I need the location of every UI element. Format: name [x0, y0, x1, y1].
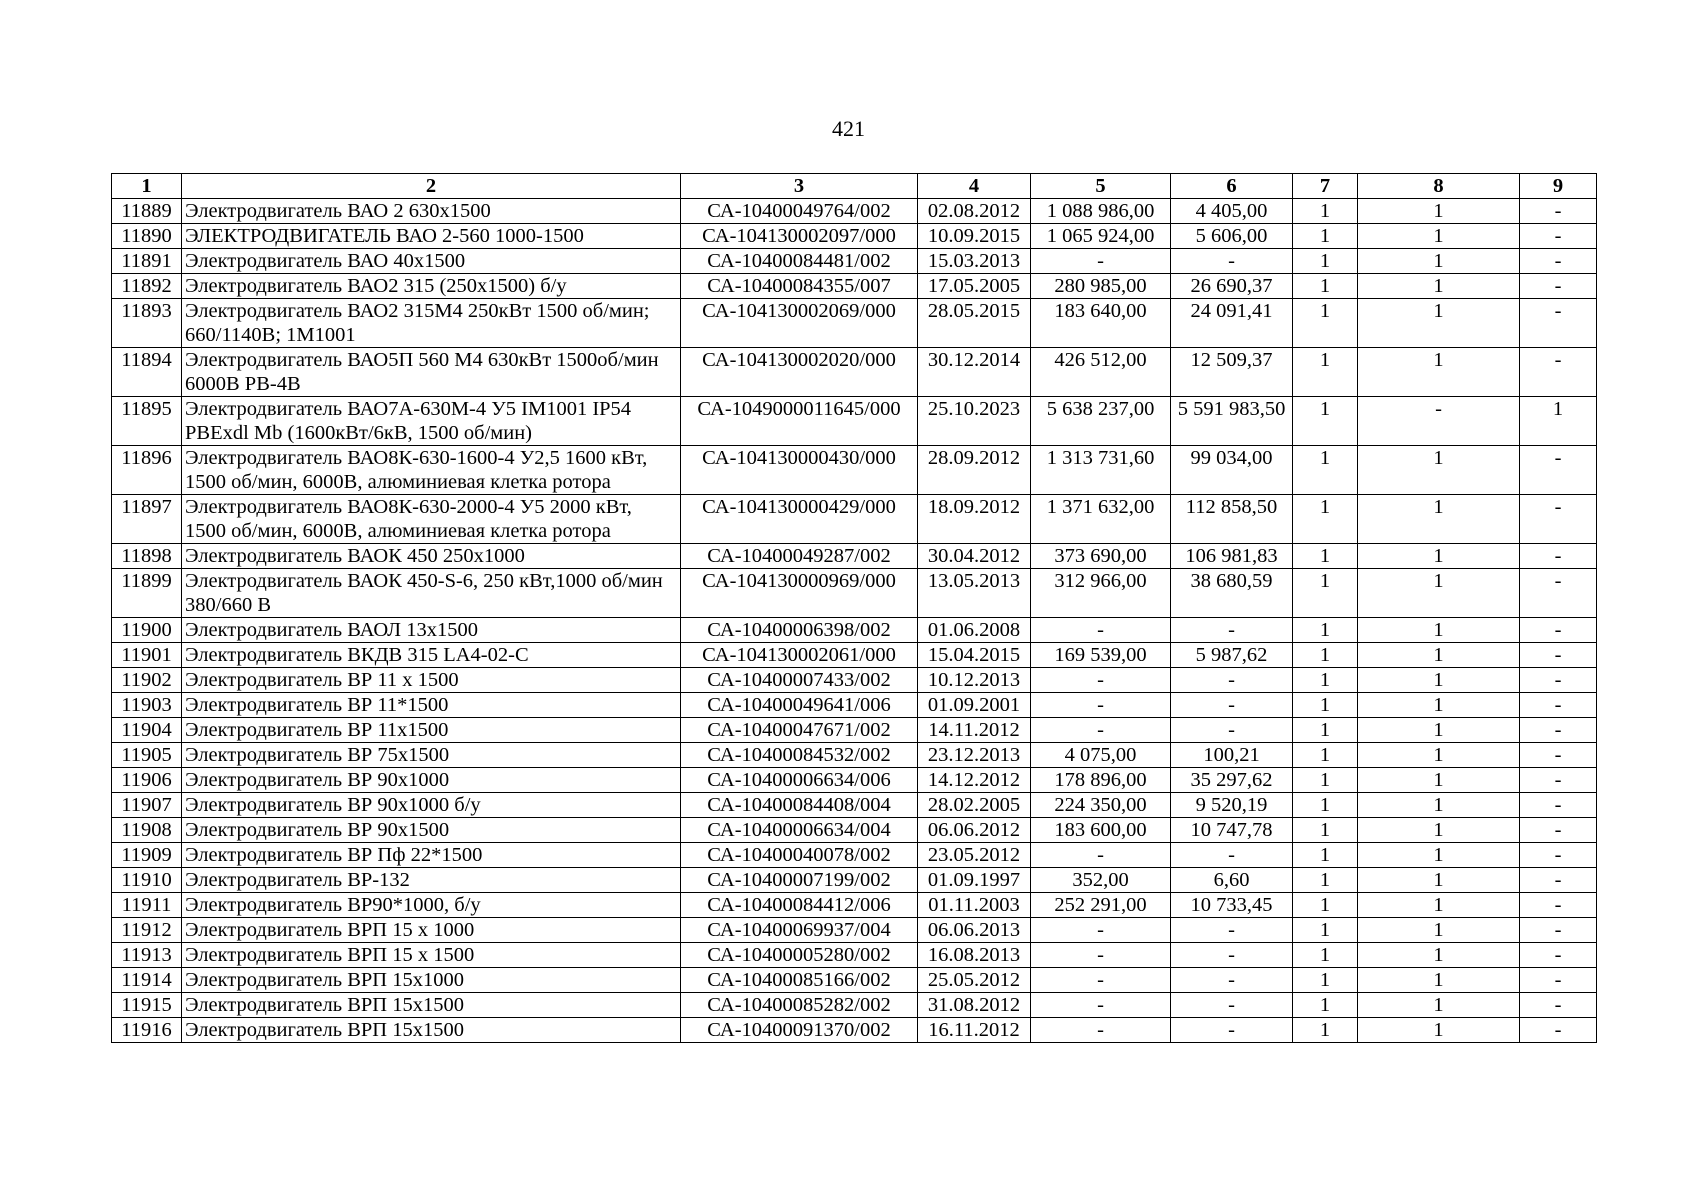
- inventory-code-cell: СА-10400085282/002: [681, 993, 918, 1018]
- item-name-cell: Электродвигатель ВРП 15 х 1500: [182, 943, 681, 968]
- item-name-cell: ЭЛЕКТРОДВИГАТЕЛЬ ВАО 2-560 1000-1500: [182, 224, 681, 249]
- initial-cost-cell: 1 371 632,00: [1031, 495, 1171, 544]
- residual-value-cell: 12 509,37: [1171, 348, 1293, 397]
- inventory-code-cell: СА-10400049764/002: [681, 199, 918, 224]
- col-7-value-cell: 1: [1293, 249, 1358, 274]
- col-8-value-cell: 1: [1358, 718, 1520, 743]
- item-name-cell: Электродвигатель ВАО8К-630-2000-4 У5 2000 кВт, 1500 об/мин, 6000В, алюминиевая клетка ротора: [182, 495, 681, 544]
- residual-value-cell: -: [1171, 843, 1293, 868]
- column-header: 7: [1293, 174, 1358, 199]
- item-name-cell: Электродвигатель ВР 90х1500: [182, 818, 681, 843]
- col-9-value-cell: -: [1520, 569, 1597, 618]
- col-7-value-cell: 1: [1293, 893, 1358, 918]
- item-name-cell: Электродвигатель ВАОК 450-S-6, 250 кВт,1000 об/мин 380/660 В: [182, 569, 681, 618]
- item-name-cell: Электродвигатель ВР 90х1000 б/у: [182, 793, 681, 818]
- date-cell: 01.09.1997: [918, 868, 1031, 893]
- date-cell: 01.06.2008: [918, 618, 1031, 643]
- table-row: [112, 348, 1597, 397]
- inventory-code-cell: СА-10400084481/002: [681, 249, 918, 274]
- table-row: [112, 943, 1597, 968]
- item-name-cell: Электродвигатель ВКДВ 315 LA4-02-С: [182, 643, 681, 668]
- initial-cost-cell: 183 600,00: [1031, 818, 1171, 843]
- col-9-value-cell: -: [1520, 868, 1597, 893]
- col-7-value-cell: 1: [1293, 843, 1358, 868]
- col-9-value-cell: -: [1520, 743, 1597, 768]
- col-8-value-cell: 1: [1358, 768, 1520, 793]
- initial-cost-cell: -: [1031, 1018, 1171, 1043]
- col-8-value-cell: 1: [1358, 668, 1520, 693]
- residual-value-cell: -: [1171, 668, 1293, 693]
- inventory-code-cell: СА-10400006634/006: [681, 768, 918, 793]
- col-7-value-cell: 1: [1293, 868, 1358, 893]
- item-name-cell: Электродвигатель ВАО7А-630М-4 У5 IM1001 IP54 PBExdl Mb (1600кВт/6кВ, 1500 об/мин): [182, 397, 681, 446]
- col-8-value-cell: 1: [1358, 1018, 1520, 1043]
- residual-value-cell: -: [1171, 718, 1293, 743]
- col-8-value-cell: 1: [1358, 993, 1520, 1018]
- table-row: [112, 693, 1597, 718]
- row-number-cell: 11903: [112, 693, 182, 718]
- row-number-cell: 11901: [112, 643, 182, 668]
- col-9-value-cell: -: [1520, 793, 1597, 818]
- date-cell: 02.08.2012: [918, 199, 1031, 224]
- item-name-cell: Электродвигатель ВАОЛ 13х1500: [182, 618, 681, 643]
- row-number-cell: 11912: [112, 918, 182, 943]
- col-8-value-cell: 1: [1358, 224, 1520, 249]
- col-8-value-cell: -: [1358, 397, 1520, 446]
- inventory-code-cell: СА-104130002061/000: [681, 643, 918, 668]
- residual-value-cell: 100,21: [1171, 743, 1293, 768]
- col-8-value-cell: 1: [1358, 299, 1520, 348]
- table-row: [112, 868, 1597, 893]
- item-name-cell: Электродвигатель ВАО 40х1500: [182, 249, 681, 274]
- table-row: [112, 224, 1597, 249]
- initial-cost-cell: -: [1031, 618, 1171, 643]
- table-row: [112, 968, 1597, 993]
- residual-value-cell: 26 690,37: [1171, 274, 1293, 299]
- date-cell: 13.05.2013: [918, 569, 1031, 618]
- row-number-cell: 11909: [112, 843, 182, 868]
- column-header: 9: [1520, 174, 1597, 199]
- inventory-code-cell: СА-10400006634/004: [681, 818, 918, 843]
- item-name-cell: Электродвигатель ВАО 2 630х1500: [182, 199, 681, 224]
- residual-value-cell: -: [1171, 993, 1293, 1018]
- date-cell: 17.05.2005: [918, 274, 1031, 299]
- initial-cost-cell: 1 065 924,00: [1031, 224, 1171, 249]
- column-header: 5: [1031, 174, 1171, 199]
- row-number-cell: 11891: [112, 249, 182, 274]
- initial-cost-cell: 224 350,00: [1031, 793, 1171, 818]
- col-7-value-cell: 1: [1293, 743, 1358, 768]
- item-name-cell: Электродвигатель ВР 11 х 1500: [182, 668, 681, 693]
- col-7-value-cell: 1: [1293, 993, 1358, 1018]
- column-header: 3: [681, 174, 918, 199]
- initial-cost-cell: 280 985,00: [1031, 274, 1171, 299]
- date-cell: 14.12.2012: [918, 768, 1031, 793]
- col-9-value-cell: -: [1520, 693, 1597, 718]
- col-9-value-cell: -: [1520, 348, 1597, 397]
- col-9-value-cell: 1: [1520, 397, 1597, 446]
- col-9-value-cell: -: [1520, 918, 1597, 943]
- inventory-code-cell: СА-104130002069/000: [681, 299, 918, 348]
- table-row: [112, 299, 1597, 348]
- col-8-value-cell: 1: [1358, 893, 1520, 918]
- row-number-cell: 11907: [112, 793, 182, 818]
- residual-value-cell: -: [1171, 918, 1293, 943]
- row-number-cell: 11895: [112, 397, 182, 446]
- table-row: [112, 274, 1597, 299]
- residual-value-cell: -: [1171, 618, 1293, 643]
- date-cell: 25.10.2023: [918, 397, 1031, 446]
- col-7-value-cell: 1: [1293, 544, 1358, 569]
- col-7-value-cell: 1: [1293, 274, 1358, 299]
- col-9-value-cell: -: [1520, 968, 1597, 993]
- item-name-cell: Электродвигатель ВАО8К-630-1600-4 У2,5 1600 кВт, 1500 об/мин, 6000В, алюминиевая клетка ротора: [182, 446, 681, 495]
- initial-cost-cell: -: [1031, 993, 1171, 1018]
- table-row: [112, 768, 1597, 793]
- initial-cost-cell: 1 313 731,60: [1031, 446, 1171, 495]
- col-8-value-cell: 1: [1358, 618, 1520, 643]
- col-8-value-cell: 1: [1358, 918, 1520, 943]
- residual-value-cell: 6,60: [1171, 868, 1293, 893]
- col-8-value-cell: 1: [1358, 818, 1520, 843]
- initial-cost-cell: 4 075,00: [1031, 743, 1171, 768]
- date-cell: 28.09.2012: [918, 446, 1031, 495]
- inventory-code-cell: СА-10400084408/004: [681, 793, 918, 818]
- col-9-value-cell: -: [1520, 199, 1597, 224]
- residual-value-cell: -: [1171, 968, 1293, 993]
- initial-cost-cell: -: [1031, 249, 1171, 274]
- col-8-value-cell: 1: [1358, 199, 1520, 224]
- initial-cost-cell: 373 690,00: [1031, 544, 1171, 569]
- item-name-cell: Электродвигатель ВРП 15 х 1000: [182, 918, 681, 943]
- col-7-value-cell: 1: [1293, 446, 1358, 495]
- date-cell: 14.11.2012: [918, 718, 1031, 743]
- row-number-cell: 11916: [112, 1018, 182, 1043]
- table-row: [112, 618, 1597, 643]
- inventory-code-cell: СА-10400091370/002: [681, 1018, 918, 1043]
- inventory-code-cell: СА-10400049287/002: [681, 544, 918, 569]
- col-7-value-cell: 1: [1293, 643, 1358, 668]
- row-number-cell: 11910: [112, 868, 182, 893]
- date-cell: 16.11.2012: [918, 1018, 1031, 1043]
- item-name-cell: Электродвигатель ВРП 15х1000: [182, 968, 681, 993]
- col-7-value-cell: 1: [1293, 693, 1358, 718]
- column-header: 6: [1171, 174, 1293, 199]
- table-row: [112, 993, 1597, 1018]
- col-7-value-cell: 1: [1293, 918, 1358, 943]
- row-number-cell: 11902: [112, 668, 182, 693]
- date-cell: 23.05.2012: [918, 843, 1031, 868]
- col-8-value-cell: 1: [1358, 348, 1520, 397]
- col-7-value-cell: 1: [1293, 618, 1358, 643]
- row-number-cell: 11914: [112, 968, 182, 993]
- col-8-value-cell: 1: [1358, 495, 1520, 544]
- date-cell: 10.12.2013: [918, 668, 1031, 693]
- header-row: [112, 174, 1597, 199]
- initial-cost-cell: 312 966,00: [1031, 569, 1171, 618]
- row-number-cell: 11894: [112, 348, 182, 397]
- residual-value-cell: 112 858,50: [1171, 495, 1293, 544]
- col-7-value-cell: 1: [1293, 348, 1358, 397]
- inventory-code-cell: СА-10400049641/006: [681, 693, 918, 718]
- inventory-code-cell: СА-104130000969/000: [681, 569, 918, 618]
- item-name-cell: Электродвигатель ВАО5П 560 М4 630кВт 1500об/мин 6000В РВ-4В: [182, 348, 681, 397]
- item-name-cell: Электродвигатель ВРП 15х1500: [182, 993, 681, 1018]
- page-number: 421: [832, 116, 865, 141]
- date-cell: 25.05.2012: [918, 968, 1031, 993]
- table-row: [112, 893, 1597, 918]
- initial-cost-cell: -: [1031, 693, 1171, 718]
- item-name-cell: Электродвигатель ВАОК 450 250х1000: [182, 544, 681, 569]
- date-cell: 30.04.2012: [918, 544, 1031, 569]
- asset-table: [111, 173, 1597, 1043]
- initial-cost-cell: 1 088 986,00: [1031, 199, 1171, 224]
- col-9-value-cell: -: [1520, 299, 1597, 348]
- table-row: [112, 249, 1597, 274]
- row-number-cell: 11905: [112, 743, 182, 768]
- date-cell: 15.04.2015: [918, 643, 1031, 668]
- initial-cost-cell: -: [1031, 968, 1171, 993]
- inventory-code-cell: СА-10400007199/002: [681, 868, 918, 893]
- col-7-value-cell: 1: [1293, 495, 1358, 544]
- row-number-cell: 11908: [112, 818, 182, 843]
- col-9-value-cell: -: [1520, 993, 1597, 1018]
- col-7-value-cell: 1: [1293, 943, 1358, 968]
- col-9-value-cell: -: [1520, 843, 1597, 868]
- inventory-code-cell: СА-10400005280/002: [681, 943, 918, 968]
- inventory-code-cell: СА-104130002097/000: [681, 224, 918, 249]
- col-8-value-cell: 1: [1358, 943, 1520, 968]
- table-row: [112, 643, 1597, 668]
- table-row: [112, 495, 1597, 544]
- row-number-cell: 11911: [112, 893, 182, 918]
- row-number-cell: 11899: [112, 569, 182, 618]
- col-9-value-cell: -: [1520, 893, 1597, 918]
- col-7-value-cell: 1: [1293, 793, 1358, 818]
- row-number-cell: 11915: [112, 993, 182, 1018]
- row-number-cell: 11904: [112, 718, 182, 743]
- col-9-value-cell: -: [1520, 274, 1597, 299]
- table-row: [112, 544, 1597, 569]
- col-9-value-cell: -: [1520, 618, 1597, 643]
- col-9-value-cell: -: [1520, 224, 1597, 249]
- table-row: [112, 397, 1597, 446]
- item-name-cell: Электродвигатель ВР-132: [182, 868, 681, 893]
- col-9-value-cell: -: [1520, 718, 1597, 743]
- date-cell: 18.09.2012: [918, 495, 1031, 544]
- residual-value-cell: 106 981,83: [1171, 544, 1293, 569]
- residual-value-cell: -: [1171, 943, 1293, 968]
- table-row: [112, 818, 1597, 843]
- inventory-code-cell: СА-10400084532/002: [681, 743, 918, 768]
- date-cell: 06.06.2013: [918, 918, 1031, 943]
- col-9-value-cell: -: [1520, 818, 1597, 843]
- table-row: [112, 843, 1597, 868]
- column-header: 8: [1358, 174, 1520, 199]
- residual-value-cell: 4 405,00: [1171, 199, 1293, 224]
- inventory-code-cell: СА-10400084412/006: [681, 893, 918, 918]
- residual-value-cell: 99 034,00: [1171, 446, 1293, 495]
- residual-value-cell: 38 680,59: [1171, 569, 1293, 618]
- col-7-value-cell: 1: [1293, 569, 1358, 618]
- table-row: [112, 793, 1597, 818]
- initial-cost-cell: -: [1031, 843, 1171, 868]
- column-header: 2: [182, 174, 681, 199]
- date-cell: 01.11.2003: [918, 893, 1031, 918]
- row-number-cell: 11892: [112, 274, 182, 299]
- date-cell: 10.09.2015: [918, 224, 1031, 249]
- col-8-value-cell: 1: [1358, 793, 1520, 818]
- initial-cost-cell: 426 512,00: [1031, 348, 1171, 397]
- col-9-value-cell: -: [1520, 1018, 1597, 1043]
- col-8-value-cell: 1: [1358, 743, 1520, 768]
- col-9-value-cell: -: [1520, 495, 1597, 544]
- col-7-value-cell: 1: [1293, 224, 1358, 249]
- table-row: [112, 569, 1597, 618]
- col-9-value-cell: -: [1520, 446, 1597, 495]
- col-7-value-cell: 1: [1293, 397, 1358, 446]
- initial-cost-cell: -: [1031, 718, 1171, 743]
- inventory-code-cell: СА-10400006398/002: [681, 618, 918, 643]
- table-row: [112, 743, 1597, 768]
- inventory-code-cell: СА-10400084355/007: [681, 274, 918, 299]
- col-8-value-cell: 1: [1358, 569, 1520, 618]
- column-header: 1: [112, 174, 182, 199]
- col-7-value-cell: 1: [1293, 1018, 1358, 1043]
- initial-cost-cell: 183 640,00: [1031, 299, 1171, 348]
- col-7-value-cell: 1: [1293, 718, 1358, 743]
- col-8-value-cell: 1: [1358, 968, 1520, 993]
- table-row: [112, 718, 1597, 743]
- item-name-cell: Электродвигатель ВАО2 315 (250х1500) б/у: [182, 274, 681, 299]
- residual-value-cell: 5 987,62: [1171, 643, 1293, 668]
- item-name-cell: Электродвигатель ВАО2 315М4 250кВт 1500 об/мин; 660/1140В; 1М1001: [182, 299, 681, 348]
- col-8-value-cell: 1: [1358, 643, 1520, 668]
- initial-cost-cell: -: [1031, 943, 1171, 968]
- col-9-value-cell: -: [1520, 943, 1597, 968]
- inventory-code-cell: СА-10400040078/002: [681, 843, 918, 868]
- col-8-value-cell: 1: [1358, 693, 1520, 718]
- col-7-value-cell: 1: [1293, 768, 1358, 793]
- col-9-value-cell: -: [1520, 544, 1597, 569]
- col-8-value-cell: 1: [1358, 868, 1520, 893]
- date-cell: 01.09.2001: [918, 693, 1031, 718]
- col-8-value-cell: 1: [1358, 544, 1520, 569]
- table-row: [112, 1018, 1597, 1043]
- inventory-code-cell: СА-104130000430/000: [681, 446, 918, 495]
- initial-cost-cell: -: [1031, 668, 1171, 693]
- table-body: [112, 199, 1597, 1043]
- initial-cost-cell: -: [1031, 918, 1171, 943]
- residual-value-cell: 5 591 983,50: [1171, 397, 1293, 446]
- inventory-code-cell: СА-10400047671/002: [681, 718, 918, 743]
- residual-value-cell: 35 297,62: [1171, 768, 1293, 793]
- residual-value-cell: 9 520,19: [1171, 793, 1293, 818]
- initial-cost-cell: 178 896,00: [1031, 768, 1171, 793]
- inventory-code-cell: СА-104130002020/000: [681, 348, 918, 397]
- initial-cost-cell: 5 638 237,00: [1031, 397, 1171, 446]
- item-name-cell: Электродвигатель ВР 75х1500: [182, 743, 681, 768]
- date-cell: 23.12.2013: [918, 743, 1031, 768]
- date-cell: 31.08.2012: [918, 993, 1031, 1018]
- residual-value-cell: 10 733,45: [1171, 893, 1293, 918]
- column-header: 4: [918, 174, 1031, 199]
- col-7-value-cell: 1: [1293, 668, 1358, 693]
- row-number-cell: 11913: [112, 943, 182, 968]
- col-8-value-cell: 1: [1358, 249, 1520, 274]
- date-cell: 15.03.2013: [918, 249, 1031, 274]
- item-name-cell: Электродвигатель ВР 11х1500: [182, 718, 681, 743]
- residual-value-cell: -: [1171, 693, 1293, 718]
- row-number-cell: 11890: [112, 224, 182, 249]
- row-number-cell: 11898: [112, 544, 182, 569]
- table-row: [112, 199, 1597, 224]
- item-name-cell: Электродвигатель ВР 11*1500: [182, 693, 681, 718]
- item-name-cell: Электродвигатель ВРП 15х1500: [182, 1018, 681, 1043]
- inventory-code-cell: СА-1049000011645/000: [681, 397, 918, 446]
- initial-cost-cell: 169 539,00: [1031, 643, 1171, 668]
- col-9-value-cell: -: [1520, 668, 1597, 693]
- date-cell: 06.06.2012: [918, 818, 1031, 843]
- inventory-code-cell: СА-10400069937/004: [681, 918, 918, 943]
- date-cell: 16.08.2013: [918, 943, 1031, 968]
- residual-value-cell: 5 606,00: [1171, 224, 1293, 249]
- residual-value-cell: 10 747,78: [1171, 818, 1293, 843]
- col-8-value-cell: 1: [1358, 274, 1520, 299]
- col-8-value-cell: 1: [1358, 843, 1520, 868]
- table-row: [112, 918, 1597, 943]
- col-9-value-cell: -: [1520, 249, 1597, 274]
- row-number-cell: 11893: [112, 299, 182, 348]
- date-cell: 30.12.2014: [918, 348, 1031, 397]
- col-7-value-cell: 1: [1293, 818, 1358, 843]
- initial-cost-cell: 252 291,00: [1031, 893, 1171, 918]
- residual-value-cell: -: [1171, 1018, 1293, 1043]
- table-header: [112, 174, 1597, 199]
- col-7-value-cell: 1: [1293, 199, 1358, 224]
- row-number-cell: 11906: [112, 768, 182, 793]
- table-row: [112, 446, 1597, 495]
- item-name-cell: Электродвигатель ВР Пф 22*1500: [182, 843, 681, 868]
- col-9-value-cell: -: [1520, 768, 1597, 793]
- row-number-cell: 11896: [112, 446, 182, 495]
- date-cell: 28.05.2015: [918, 299, 1031, 348]
- col-7-value-cell: 1: [1293, 299, 1358, 348]
- item-name-cell: Электродвигатель ВР 90х1000: [182, 768, 681, 793]
- date-cell: 28.02.2005: [918, 793, 1031, 818]
- residual-value-cell: -: [1171, 249, 1293, 274]
- row-number-cell: 11900: [112, 618, 182, 643]
- row-number-cell: 11897: [112, 495, 182, 544]
- col-8-value-cell: 1: [1358, 446, 1520, 495]
- inventory-code-cell: СА-104130000429/000: [681, 495, 918, 544]
- residual-value-cell: 24 091,41: [1171, 299, 1293, 348]
- col-7-value-cell: 1: [1293, 968, 1358, 993]
- row-number-cell: 11889: [112, 199, 182, 224]
- table-row: [112, 668, 1597, 693]
- initial-cost-cell: 352,00: [1031, 868, 1171, 893]
- inventory-code-cell: СА-10400007433/002: [681, 668, 918, 693]
- inventory-code-cell: СА-10400085166/002: [681, 968, 918, 993]
- item-name-cell: Электродвигатель ВР90*1000, б/у: [182, 893, 681, 918]
- col-9-value-cell: -: [1520, 643, 1597, 668]
